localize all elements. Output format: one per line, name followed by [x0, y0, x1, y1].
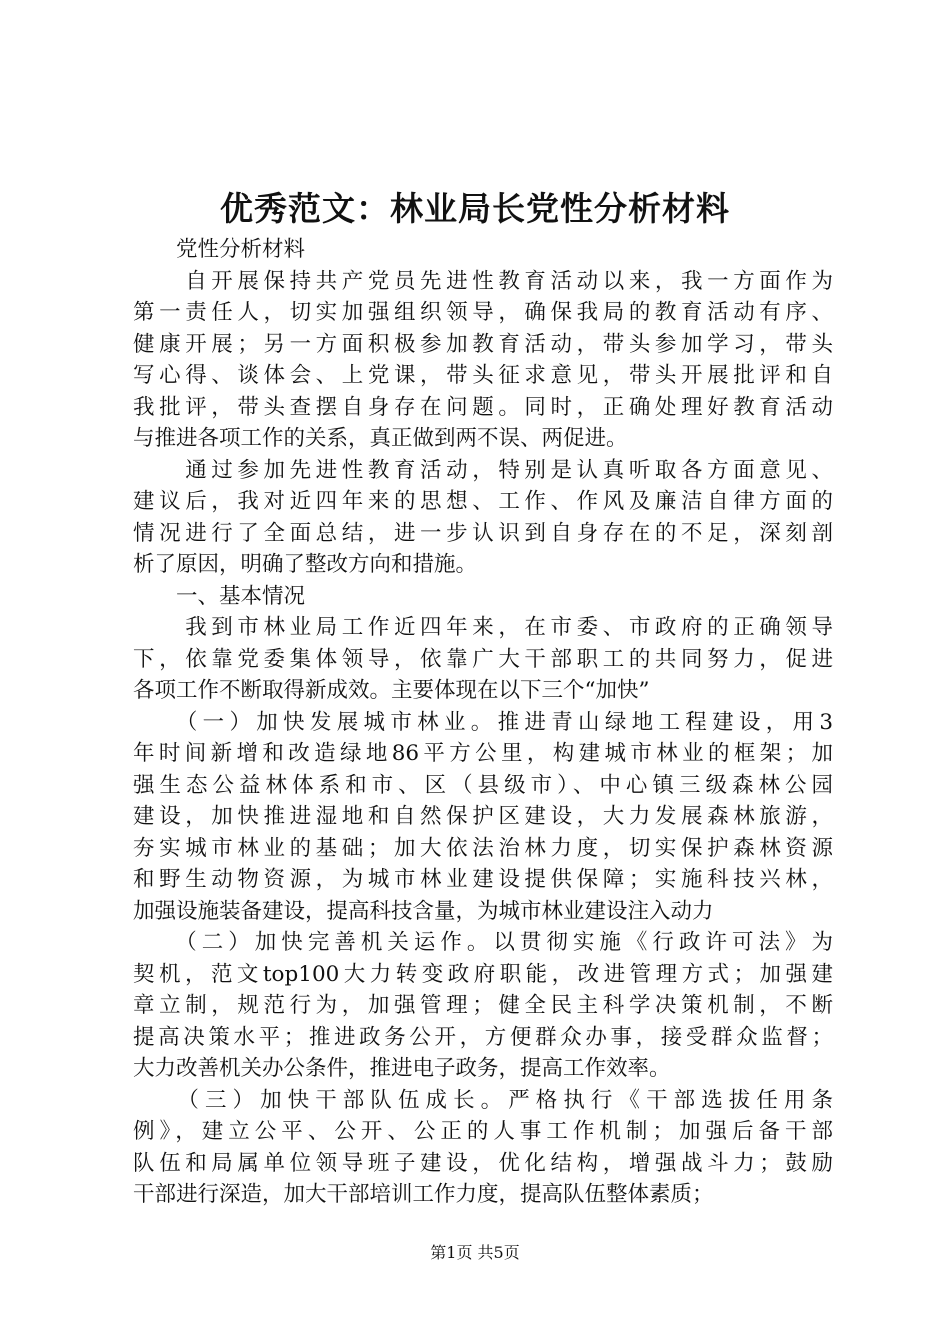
text-line: 大力改善机关办公条件，推进电子政务，提高工作效率。	[133, 1056, 671, 1081]
text-line: 一、基本情况	[133, 583, 306, 609]
page-footer: 第1页 共5页	[430, 1243, 520, 1262]
text-line: 章立制，规范行为，加强管理；健全民主科学决策机制，不断	[133, 993, 833, 1018]
text-line: 下，依靠党委集体领导，依靠广大干部职工的共同努力，促进	[133, 646, 833, 672]
text-line: 我批评，带头查摆自身存在问题。同时，正确处理好教育活动	[133, 394, 833, 420]
text-line: 第一责任人，切实加强组织领导，确保我局的教育活动有序、	[133, 300, 833, 325]
text-line: 与推进各项工作的关系，真正做到两不误、两促进。	[133, 426, 628, 451]
text-line: （一）加快发展城市林业。推进青山绿地工程建设，用3	[133, 709, 833, 735]
text-line: 写心得、谈体会、上党课，带头征求意见，带头开展批评和自	[133, 363, 833, 388]
text-line: 夯实城市林业的基础；加大依法治林力度，切实保护森林资源	[133, 835, 833, 861]
text-line: 建设，加快推进湿地和自然保护区建设，大力发展森林旅游，	[133, 804, 833, 829]
text-line: 党性分析材料	[133, 237, 306, 262]
text-line: 年时间新增和改造绿地86平方公里，构建城市林业的框架；加	[133, 741, 833, 766]
document-body	[133, 234, 833, 1211]
text-line: 建议后，我对近四年来的思想、工作、作风及廉洁自律方面的	[133, 489, 833, 514]
text-line: 各项工作不断取得新成效。主要体现在以下三个“加快”	[133, 678, 650, 703]
text-line: 强生态公益林体系和市、区（县级市）、中心镇三级森林公园	[133, 772, 833, 798]
text-line: 析了原因，明确了整改方向和措施。	[133, 552, 478, 577]
text-line: 我到市林业局工作近四年来，在市委、市政府的正确领导	[133, 615, 833, 640]
text-line: （二）加快完善机关运作。以贯彻实施《行政许可法》为	[133, 930, 833, 955]
text-line: 队伍和局属单位领导班子建设，优化结构，增强战斗力；鼓励	[133, 1150, 833, 1176]
text-line: 契机，范文top100大力转变政府职能，改进管理方式；加强建	[133, 961, 833, 987]
text-line: 健康开展；另一方面积极参加教育活动，带头参加学习，带头	[133, 331, 833, 357]
text-line: 自开展保持共产党员先进性教育活动以来，我一方面作为	[133, 268, 833, 294]
text-line: 例》，建立公平、公开、公正的人事工作机制；加强后备干部	[133, 1119, 833, 1144]
text-line: 通过参加先进性教育活动，特别是认真听取各方面意见、	[133, 457, 833, 483]
text-line: （三）加快干部队伍成长。严格执行《干部选拔任用条	[133, 1087, 833, 1113]
text-line: 和野生动物资源，为城市林业建设提供保障；实施科技兴林，	[133, 867, 833, 892]
text-line: 提高决策水平；推进政务公开，方便群众办事，接受群众监督；	[133, 1024, 833, 1050]
text-line: 情况进行了全面总结，进一步认识到自身存在的不足，深刻剖	[133, 520, 833, 546]
text-line: 加强设施装备建设，提高科技含量，为城市林业建设注入动力	[133, 898, 714, 924]
text-line: 干部进行深造，加大干部培训工作力度，提高队伍整体素质；	[133, 1182, 714, 1207]
document-title: 优秀范文：林业局长党性分析材料	[220, 189, 730, 228]
